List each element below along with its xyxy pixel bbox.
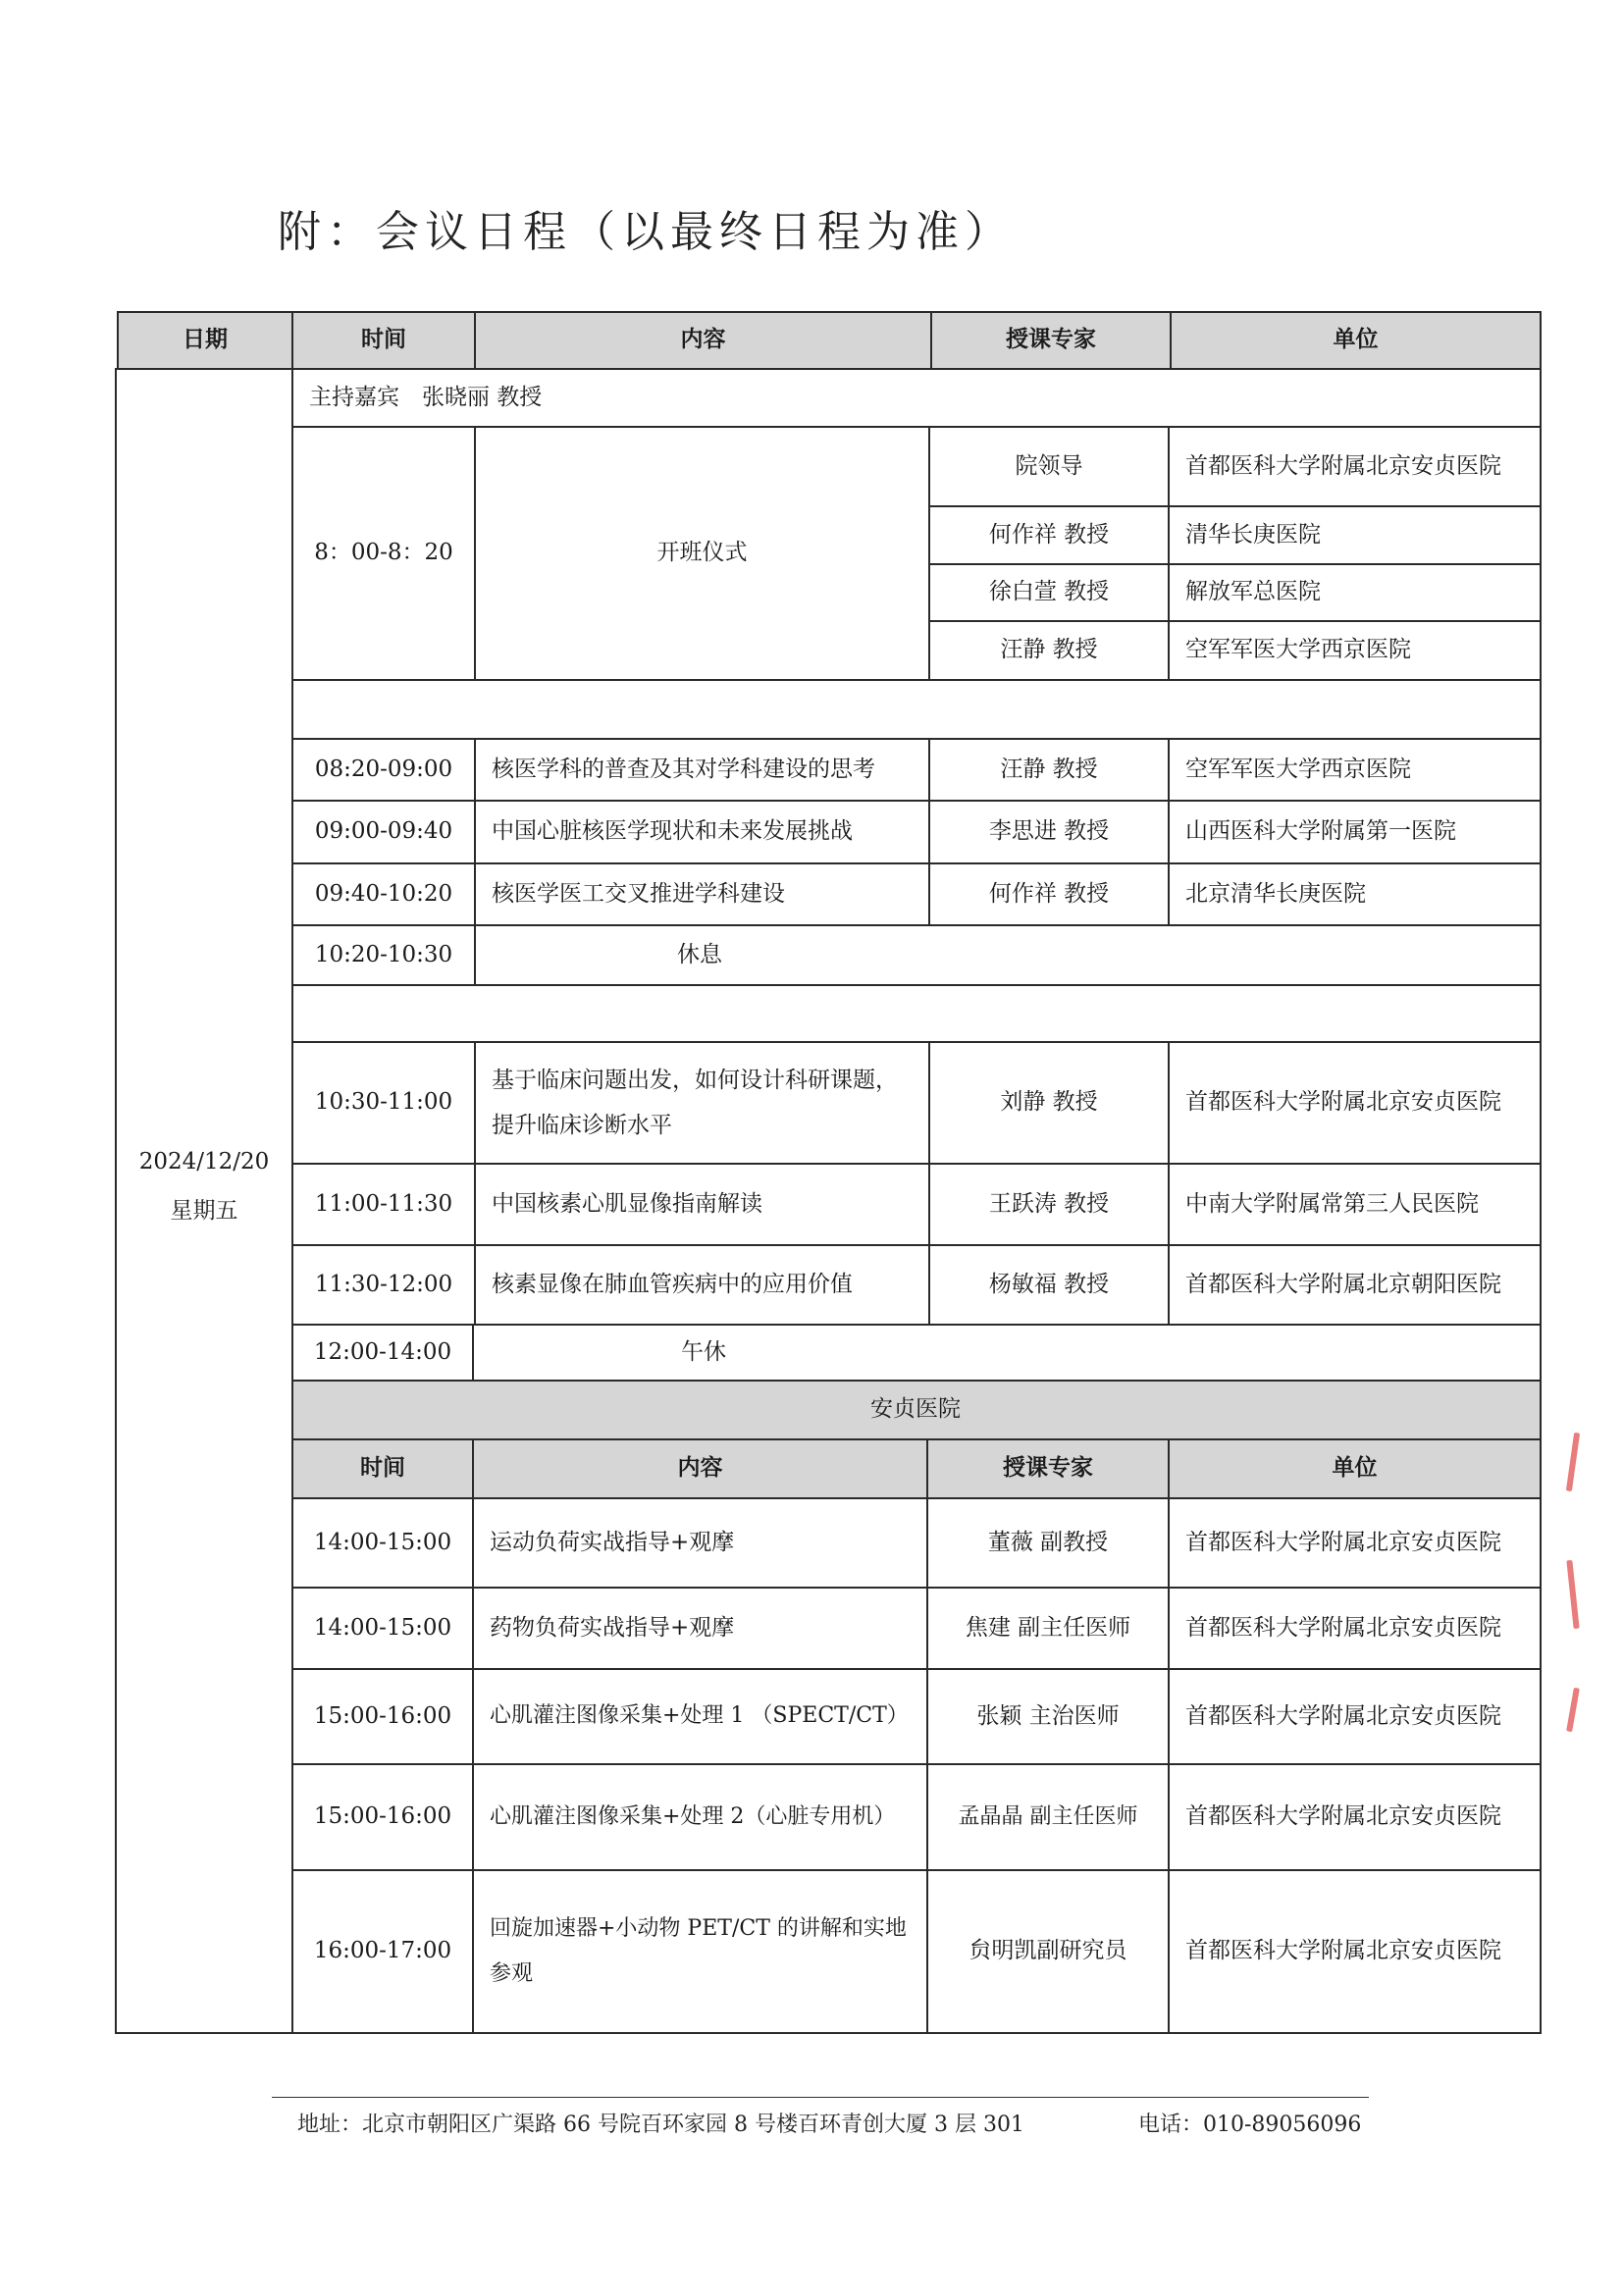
header-expert: 授课专家 xyxy=(1006,327,1096,353)
opening-unit: 首都医科大学附属北京安贞医院 xyxy=(1185,452,1501,479)
header-content: 内容 xyxy=(680,327,726,353)
afternoon-unit: 首都医科大学附属北京安贞医院 xyxy=(1185,1529,1501,1555)
session-expert: 李思进 教授 xyxy=(988,818,1110,845)
afternoon-heading: 安贞医院 xyxy=(870,1396,961,1423)
session-time: 11:00-11:30 xyxy=(314,1190,453,1217)
footer-address: 地址：北京市朝阳区广渠路 66 号院百环家园 8 号楼百环青创大厦 3 层 301 xyxy=(297,2113,1024,2137)
afternoon-time: 14:00-15:00 xyxy=(313,1614,452,1641)
afternoon-time: 15:00-16:00 xyxy=(313,1702,452,1729)
session-unit: 空军军医大学西京医院 xyxy=(1185,756,1411,782)
lunch-time: 12:00-14:00 xyxy=(313,1338,452,1365)
rule xyxy=(115,2032,1542,2034)
afternoon-unit: 首都医科大学附属北京安贞医院 xyxy=(1185,1614,1501,1641)
rule xyxy=(1540,311,1542,2034)
afternoon-header-content: 内容 xyxy=(677,1455,723,1482)
afternoon-content xyxy=(474,1871,926,2032)
opening-expert: 院领导 xyxy=(1015,452,1083,479)
session-content: 核医学科的普查及其对学科建设的思考 xyxy=(492,756,875,782)
afternoon-expert: 贠明凯副研究员 xyxy=(969,1938,1127,1964)
afternoon-time: 15:00-16:00 xyxy=(313,1803,452,1830)
opening-unit: 解放军总医院 xyxy=(1185,579,1321,605)
stamp-mark xyxy=(1566,1560,1579,1629)
session-unit: 中南大学附属常第三人民医院 xyxy=(1185,1190,1479,1217)
session-content xyxy=(476,1043,928,1163)
afternoon-expert: 孟晶晶 副主任医师 xyxy=(958,1803,1138,1829)
session-unit: 山西医科大学附属第一医院 xyxy=(1185,818,1456,845)
afternoon-expert: 张颖 主治医师 xyxy=(976,1702,1120,1729)
afternoon-expert: 董薇 副教授 xyxy=(987,1529,1109,1555)
opening-expert: 汪静 教授 xyxy=(1000,637,1098,663)
session-expert: 刘静 教授 xyxy=(1000,1089,1098,1116)
session-content: 核医学医工交叉推进学科建设 xyxy=(492,880,785,907)
afternoon-content-line: 回旋加速器+小动物 PET/CT 的讲解和实地 xyxy=(490,1915,907,1941)
date-cell xyxy=(117,1128,291,1246)
afternoon-header-unit: 单位 xyxy=(1332,1455,1378,1482)
afternoon-unit: 首都医科大学附属北京安贞医院 xyxy=(1185,1803,1501,1830)
session-expert: 何作祥 教授 xyxy=(988,880,1110,907)
session-time: 09:00-09:40 xyxy=(314,818,453,845)
afternoon-header-time: 时间 xyxy=(360,1455,405,1482)
opening-time: 8：00-8：20 xyxy=(314,540,453,566)
opening-unit: 清华长庚医院 xyxy=(1185,521,1321,548)
rule xyxy=(474,924,476,984)
footer-rule xyxy=(272,2097,1369,2098)
lunch-label: 午休 xyxy=(681,1338,726,1365)
afternoon-content: 心肌灌注图像采集+处理 2（心脏专用机） xyxy=(490,1803,896,1829)
date-value: 2024/12/20 xyxy=(138,1149,270,1175)
header-date: 日期 xyxy=(183,327,228,353)
session-time: 09:40-10:20 xyxy=(314,880,453,907)
header-unit: 单位 xyxy=(1333,327,1379,353)
afternoon-time: 16:00-17:00 xyxy=(313,1938,452,1964)
session-time: 10:30-11:00 xyxy=(314,1089,453,1116)
session-expert: 杨敏福 教授 xyxy=(988,1271,1110,1297)
rule xyxy=(291,984,1542,986)
afternoon-unit: 首都医科大学附属北京安贞医院 xyxy=(1185,1702,1501,1729)
afternoon-content: 运动负荷实战指导+观摩 xyxy=(490,1529,735,1555)
afternoon-content: 心肌灌注图像采集+处理 1 （SPECT/CT） xyxy=(490,1703,909,1729)
session-content-line: 提升临床诊断水平 xyxy=(492,1113,672,1138)
stamp-mark xyxy=(1566,1688,1580,1732)
opening-expert: 徐白萱 教授 xyxy=(988,579,1110,605)
afternoon-unit: 首都医科大学附属北京安贞医院 xyxy=(1185,1938,1501,1964)
session-content: 中国心脏核医学现状和未来发展挑战 xyxy=(492,818,853,845)
afternoon-content-line: 参观 xyxy=(490,1961,534,1986)
session-content: 中国核素心肌显像指南解读 xyxy=(492,1190,762,1217)
afternoon-content: 药物负荷实战指导+观摩 xyxy=(490,1614,735,1641)
afternoon-time: 14:00-15:00 xyxy=(313,1529,452,1555)
rule xyxy=(291,679,1542,681)
opening-expert: 何作祥 教授 xyxy=(988,521,1110,548)
break-label: 休息 xyxy=(677,941,722,967)
opening-content: 开班仪式 xyxy=(656,540,748,566)
session-content: 核素显像在肺血管疾病中的应用价值 xyxy=(492,1271,853,1297)
weekday-value: 星期五 xyxy=(170,1198,238,1224)
session-unit: 首都医科大学附属北京安贞医院 xyxy=(1185,1089,1501,1116)
afternoon-header-expert: 授课专家 xyxy=(1003,1455,1093,1482)
session-expert: 汪静 教授 xyxy=(1000,756,1098,782)
session-expert: 王跃涛 教授 xyxy=(988,1190,1110,1217)
page-title: 附：会议日程（以最终日程为准） xyxy=(278,207,1014,257)
afternoon-expert: 焦建 副主任医师 xyxy=(965,1614,1131,1641)
footer-phone: 电话：010-89056096 xyxy=(1138,2113,1362,2137)
session-time: 11:30-12:00 xyxy=(314,1271,453,1297)
opening-unit: 空军军医大学西京医院 xyxy=(1185,637,1411,663)
rule xyxy=(291,1324,1542,1326)
stamp-mark xyxy=(1566,1433,1580,1491)
session-time: 08:20-09:00 xyxy=(314,756,453,782)
rule xyxy=(472,1324,474,1380)
host-row: 主持嘉宾 张晓丽 教授 xyxy=(309,384,543,410)
rule xyxy=(291,924,1542,926)
session-content-line: 基于临床问题出发，如何设计科研课题， xyxy=(492,1068,898,1093)
header-time: 时间 xyxy=(361,327,406,353)
session-unit: 首都医科大学附属北京朝阳医院 xyxy=(1185,1271,1501,1297)
break-time: 10:20-10:30 xyxy=(314,941,453,967)
session-unit: 北京清华长庚医院 xyxy=(1185,880,1366,907)
